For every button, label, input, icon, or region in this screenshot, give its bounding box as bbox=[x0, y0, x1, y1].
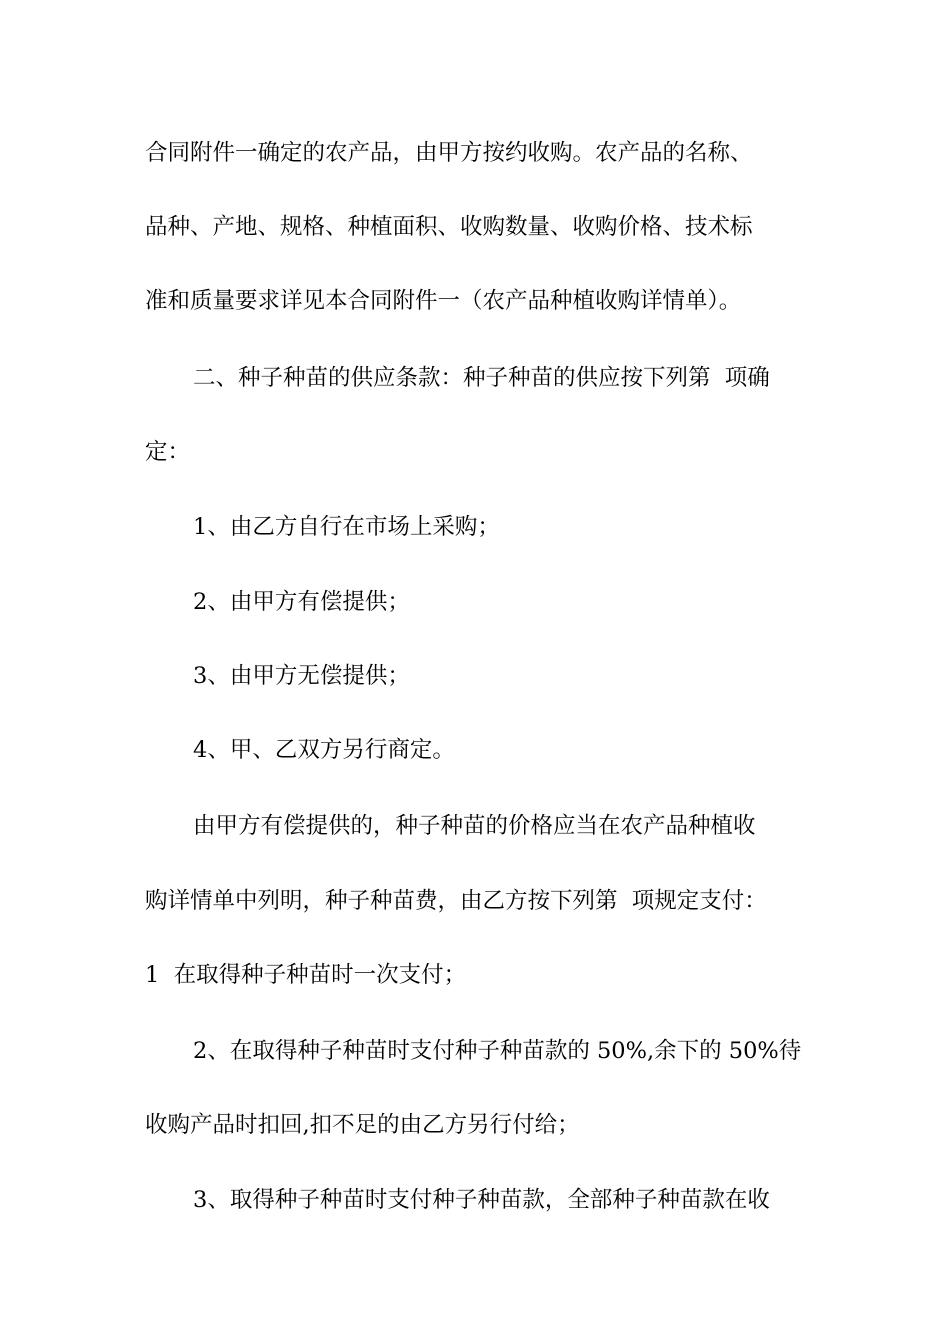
payment-paragraph-line-2: 购详情单中列明，种子种苗费，由乙方按下列第 项规定支付： bbox=[145, 888, 767, 914]
paragraph-line-2: 品种、产地、规格、种植面积、收购数量、收购价格、技术标 bbox=[145, 214, 753, 240]
payment-paragraph-line-1: 由甲方有偿提供的，种子种苗的价格应当在农产品种植收 bbox=[193, 813, 756, 839]
paragraph-line-3: 准和质量要求详见本合同附件一（农产品种植收购详情单）。 bbox=[145, 288, 742, 314]
payment-option-2-continuation: 收购产品时扣回,扣不足的由乙方另行付给； bbox=[145, 1112, 580, 1138]
paragraph-line-1: 合同附件一确定的农产品，由甲方按约收购。农产品的名称、 bbox=[145, 140, 753, 166]
option-4: 4、甲、乙双方另行商定。 bbox=[193, 737, 455, 763]
payment-option-2: 2、在取得种子种苗时支付种子种苗款的 50%,余下的 50%待 bbox=[193, 1038, 802, 1064]
payment-option-3: 3、取得种子种苗时支付种子种苗款，全部种子种苗款在收 bbox=[193, 1187, 770, 1213]
option-1: 1、由乙方自行在市场上采购； bbox=[193, 514, 500, 540]
payment-option-1: 1 在取得种子种苗时一次支付； bbox=[145, 962, 467, 988]
section-two-heading-line: 二、种子种苗的供应条款：种子种苗的供应按下列第 项确 bbox=[193, 365, 770, 391]
section-two-heading-continuation: 定： bbox=[145, 439, 191, 465]
option-3: 3、由甲方无偿提供； bbox=[193, 663, 410, 689]
option-2: 2、由甲方有偿提供； bbox=[193, 589, 410, 615]
